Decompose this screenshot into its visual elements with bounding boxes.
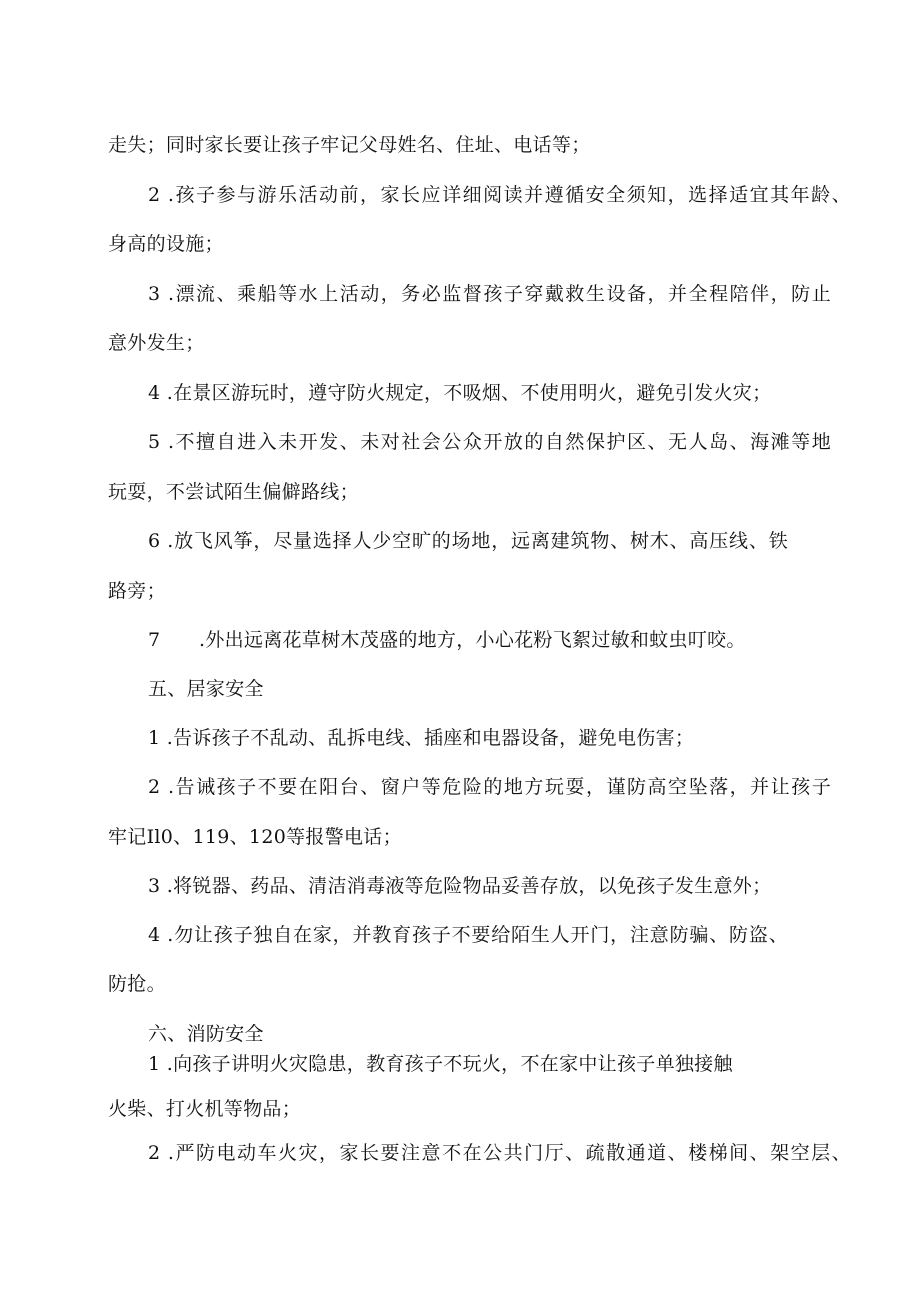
paragraph-line: 意外发生；: [108, 332, 205, 354]
list-item-line: 1 .向孩子讲明火灾隐患，教育孩子不玩火，不在家中让孩子单独接触: [148, 1053, 733, 1075]
list-item-line: 3 .将锐器、药品、清洁消毒液等危险物品妥善存放，以免孩子发生意外；: [148, 875, 772, 897]
list-item-line: 2 .告诫孩子不要在阳台、窗户等危险的地方玩耍，谨防高空坠落，并让孩子: [148, 776, 831, 798]
list-item-line: 2 .严防电动车火灾，家长要注意不在公共门厅、疏散通道、楼梯间、架空层、: [148, 1142, 851, 1164]
list-item-line: 4 .勿让孩子独自在家，并教育孩子不要给陌生人开门，注意防骗、防盗、: [148, 924, 788, 946]
list-item-line: 1 .告诉孩子不乱动、乱拆电线、插座和电器设备，避免电伤害；: [148, 727, 695, 749]
paragraph-line: 路旁；: [108, 580, 166, 602]
paragraph-line: 防抢。: [108, 973, 166, 995]
list-item-line: 6 .放飞风筝，尽量选择人少空旷的场地，远离建筑物、树木、高压线、铁: [148, 530, 788, 552]
paragraph-line: 火柴、打火机等物品；: [108, 1098, 302, 1120]
section-heading: 六、消防安全: [148, 1023, 264, 1045]
paragraph-line: 身高的设施；: [108, 233, 224, 255]
list-item-line: 5 .不擅自进入未开发、未对社会公众开放的自然保护区、无人岛、海滩等地: [148, 431, 831, 453]
paragraph-line: 牢记Il0、119、120等报警电话；: [108, 826, 402, 848]
paragraph-line: 走失；同时家长要让孩子牢记父母姓名、住址、电话等；: [108, 134, 591, 156]
list-item-line: 4 .在景区游玩时，遵守防火规定，不吸烟、不使用明火，避免引发火灾；: [148, 382, 772, 404]
list-item-line: 7 .外出远离花草树木茂盛的地方，小心花粉飞絮过敏和蚊虫叮咬。: [148, 629, 746, 651]
section-heading: 五、居家安全: [148, 678, 264, 700]
paragraph-line: 玩耍，不尝试陌生偏僻路线；: [108, 481, 359, 503]
list-item-line: 3 .漂流、乘船等水上活动，务必监督孩子穿戴救生设备，并全程陪伴，防止: [148, 283, 831, 305]
list-item-line: 2 .孩子参与游乐活动前，家长应详细阅读并遵循安全须知，选择适宜其年龄、: [148, 184, 851, 206]
